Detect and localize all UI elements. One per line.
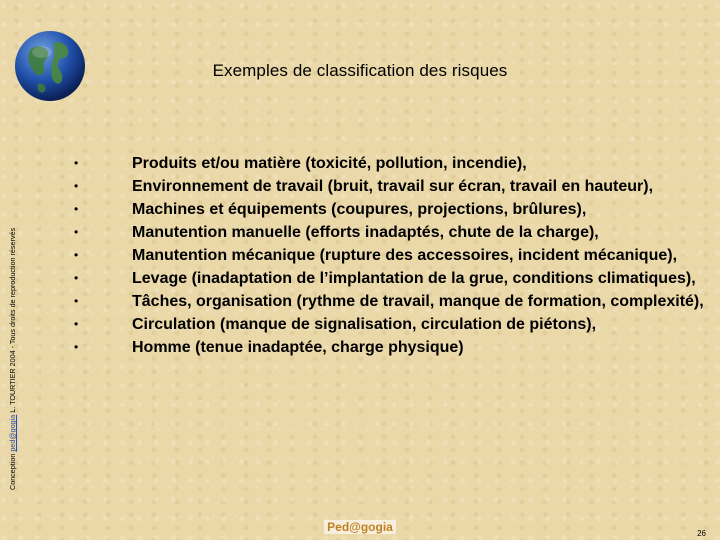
list-item-text: Tâches, organisation (rythme de travail, manque de formation, complexité), [132, 293, 704, 310]
page-number: 26 [697, 529, 706, 538]
list-item-text: Manutention mécanique (rupture des accessoires, incident mécanique), [132, 247, 678, 264]
sidebar-link[interactable]: ped@gogia [8, 414, 17, 452]
bullet-icon: • [74, 271, 79, 285]
sidebar-conception: Conception [8, 453, 17, 490]
list-item [70, 152, 710, 175]
bullet-icon: • [74, 317, 79, 331]
list-item [70, 198, 710, 221]
list-item-text: Circulation (manque de signalisation, circulation de piétons), [132, 316, 597, 333]
list-item [70, 336, 710, 359]
list-item [70, 221, 710, 244]
sidebar-copyright: L. TOURTIER 2004 - Tous droits de reproduction réservés [8, 227, 17, 413]
list-item-text: Machines et équipements (coupures, projections, brûlures), [132, 201, 587, 218]
bullet-icon: • [74, 340, 79, 354]
sidebar-credit [8, 228, 17, 490]
bullet-icon: • [74, 225, 79, 239]
bullet-icon: • [74, 294, 79, 308]
bullet-icon: • [74, 248, 79, 262]
list-item [70, 244, 710, 267]
bullet-icon: • [74, 202, 79, 216]
list-item-text: Produits et/ou matière (toxicité, pollution, incendie), [132, 155, 527, 172]
list-item [70, 267, 710, 290]
list-item [70, 175, 710, 198]
pedagogia-logo-text: Ped@gogia [324, 520, 396, 534]
list-item-text: Levage (inadaptation de l’implantation de la grue, conditions climatiques), [132, 270, 696, 287]
bullet-icon: • [74, 156, 79, 170]
pedagogia-logo [0, 520, 720, 534]
list-item-text: Homme (tenue inadaptée, charge physique) [132, 339, 464, 356]
list-item [70, 313, 710, 336]
risk-list [70, 152, 710, 359]
list-item-text: Manutention manuelle (efforts inadaptés, chute de la charge), [132, 224, 599, 241]
list-item-text: Environnement de travail (bruit, travail sur écran, travail en hauteur), [132, 178, 654, 195]
bullet-icon: • [74, 179, 79, 193]
slide-title: Exemples de classification des risques [212, 61, 508, 80]
list-item [70, 290, 710, 313]
